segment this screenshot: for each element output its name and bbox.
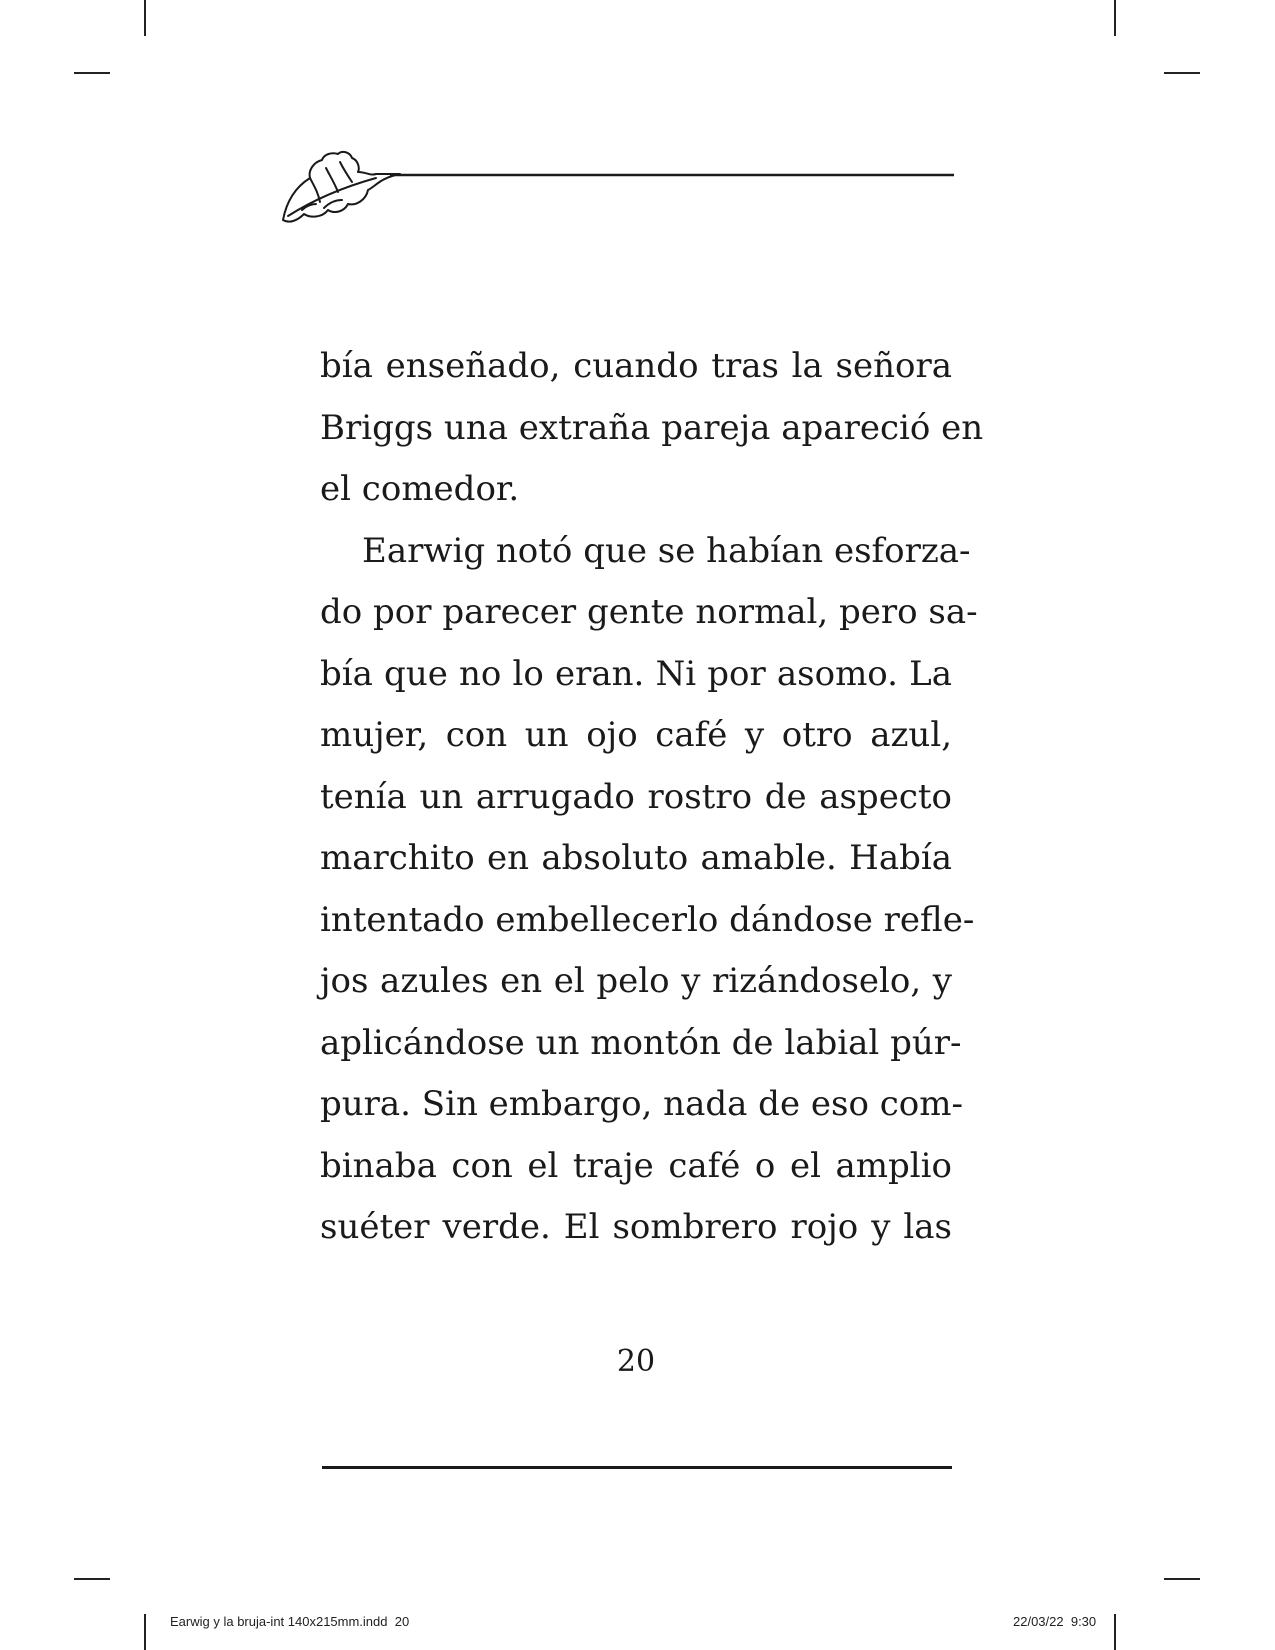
text-line: jos azules en el pelo y rizándoselo, y [320,961,952,1001]
text-line: aplicándose un montón de labial púr- [320,1022,962,1063]
body-text [320,336,984,1259]
crop-mark-bottom-left [144,1614,146,1650]
footer-rule [322,1466,952,1469]
text-line: Briggs una extraña pareja apareció en [320,407,984,448]
text-line: binaba con el traje café o el amplio [320,1145,952,1186]
text-line: marchito en absoluto amable. Había [320,838,952,878]
slug-time: 9:30 [1070,1614,1097,1629]
crop-mark-left-upper [74,72,110,74]
crop-mark-right-lower [1164,1578,1200,1580]
crop-mark-top-right [1114,0,1116,36]
text-line: tenía un arrugado rostro de aspecto [320,776,952,817]
print-slug-file [170,1614,409,1629]
text-line: mujer, con un ojo café y otro azul, [320,715,952,755]
text-line: el comedor. [320,469,520,509]
text-line: intentado embellecerlo dándose refle- [320,899,975,940]
print-slug-timestamp [1013,1614,1096,1629]
crop-mark-bottom-right [1114,1614,1116,1650]
text-line: bía enseñado, cuando tras la señora [320,346,952,386]
slug-date: 22/03/22 [1013,1614,1064,1629]
slug-filename: Earwig y la bruja-int 140x215mm.indd [170,1614,388,1629]
page-number: 20 [616,1344,656,1379]
text-line: bía que no lo eran. Ni por asomo. La [320,653,952,694]
slug-file-page: 20 [394,1614,410,1629]
chapter-header-ornament [280,148,960,226]
text-line: do por parecer gente normal, pero sa- [320,592,978,632]
text-line: suéter verde. El sombrero rojo y las [320,1207,952,1247]
crop-mark-left-lower [74,1578,110,1580]
crop-mark-right-upper [1164,72,1200,74]
text-line: Earwig notó que se habían esforza- [362,530,971,571]
crop-mark-top-left [144,0,146,36]
leaf-icon [283,152,400,222]
text-line: pura. Sin embargo, nada de eso com- [320,1084,963,1124]
